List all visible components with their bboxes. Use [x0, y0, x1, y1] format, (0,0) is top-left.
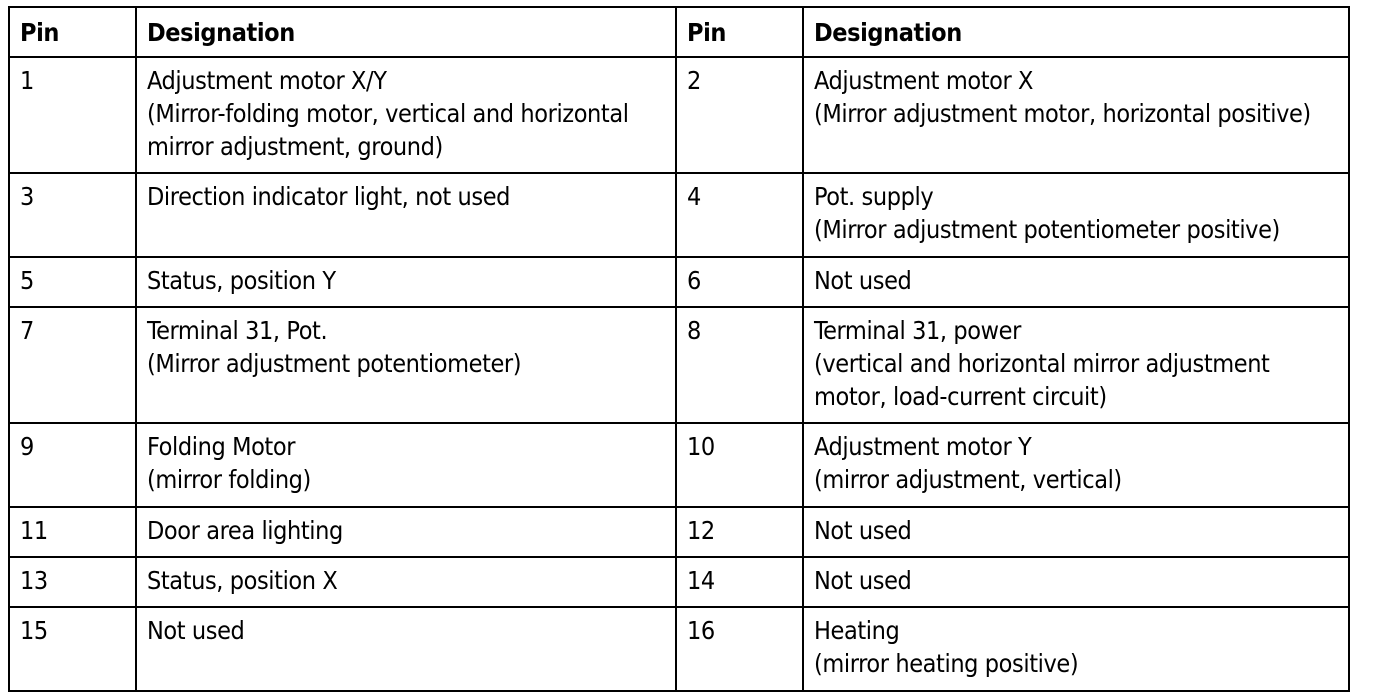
pin-number: 5 — [9, 257, 136, 307]
pin-number: 8 — [676, 307, 803, 423]
pin-number: 13 — [9, 557, 136, 607]
pin-number: 12 — [676, 507, 803, 557]
pin-number: 16 — [676, 607, 803, 691]
pin-assignment-table — [8, 6, 1350, 692]
pin-number: 3 — [9, 173, 136, 257]
table-row — [9, 173, 1349, 257]
pin-number: 10 — [676, 423, 803, 507]
pin-designation: Status, position Y — [136, 257, 676, 307]
header-pin-right: Pin — [676, 7, 803, 57]
pin-designation: Not used — [803, 257, 1349, 307]
pin-designation: Not used — [803, 507, 1349, 557]
pin-designation: Direction indicator light, not used — [136, 173, 676, 257]
pin-designation: Pot. supply (Mirror adjustment potentiometer positive) — [803, 173, 1349, 257]
header-designation-right: Designation — [803, 7, 1349, 57]
table-row — [9, 507, 1349, 557]
pin-designation: Folding Motor (mirror folding) — [136, 423, 676, 507]
pin-designation: Heating (mirror heating positive) — [803, 607, 1349, 691]
table-header-row — [9, 7, 1349, 57]
table-row — [9, 557, 1349, 607]
pin-designation: Not used — [136, 607, 676, 691]
pin-designation: Adjustment motor X/Y (Mirror-folding motor, vertical and horizontal mirror adjustment, ground) — [136, 57, 676, 173]
table-row — [9, 423, 1349, 507]
table-row — [9, 307, 1349, 423]
pin-designation: Adjustment motor X (Mirror adjustment motor, horizontal positive) — [803, 57, 1349, 173]
pin-number: 4 — [676, 173, 803, 257]
pin-number: 9 — [9, 423, 136, 507]
header-pin-left: Pin — [9, 7, 136, 57]
pin-designation: Adjustment motor Y (mirror adjustment, vertical) — [803, 423, 1349, 507]
pin-number: 6 — [676, 257, 803, 307]
table-row — [9, 607, 1349, 691]
table-row — [9, 57, 1349, 173]
pin-designation: Terminal 31, Pot. (Mirror adjustment potentiometer) — [136, 307, 676, 423]
pin-designation: Not used — [803, 557, 1349, 607]
pin-number: 15 — [9, 607, 136, 691]
pin-number: 14 — [676, 557, 803, 607]
pin-designation: Status, position X — [136, 557, 676, 607]
pin-designation: Terminal 31, power (vertical and horizontal mirror adjustment motor, load-current circuit) — [803, 307, 1349, 423]
pin-number: 11 — [9, 507, 136, 557]
header-designation-left: Designation — [136, 7, 676, 57]
pin-designation: Door area lighting — [136, 507, 676, 557]
pin-number: 1 — [9, 57, 136, 173]
pin-number: 7 — [9, 307, 136, 423]
table-row — [9, 257, 1349, 307]
pin-number: 2 — [676, 57, 803, 173]
